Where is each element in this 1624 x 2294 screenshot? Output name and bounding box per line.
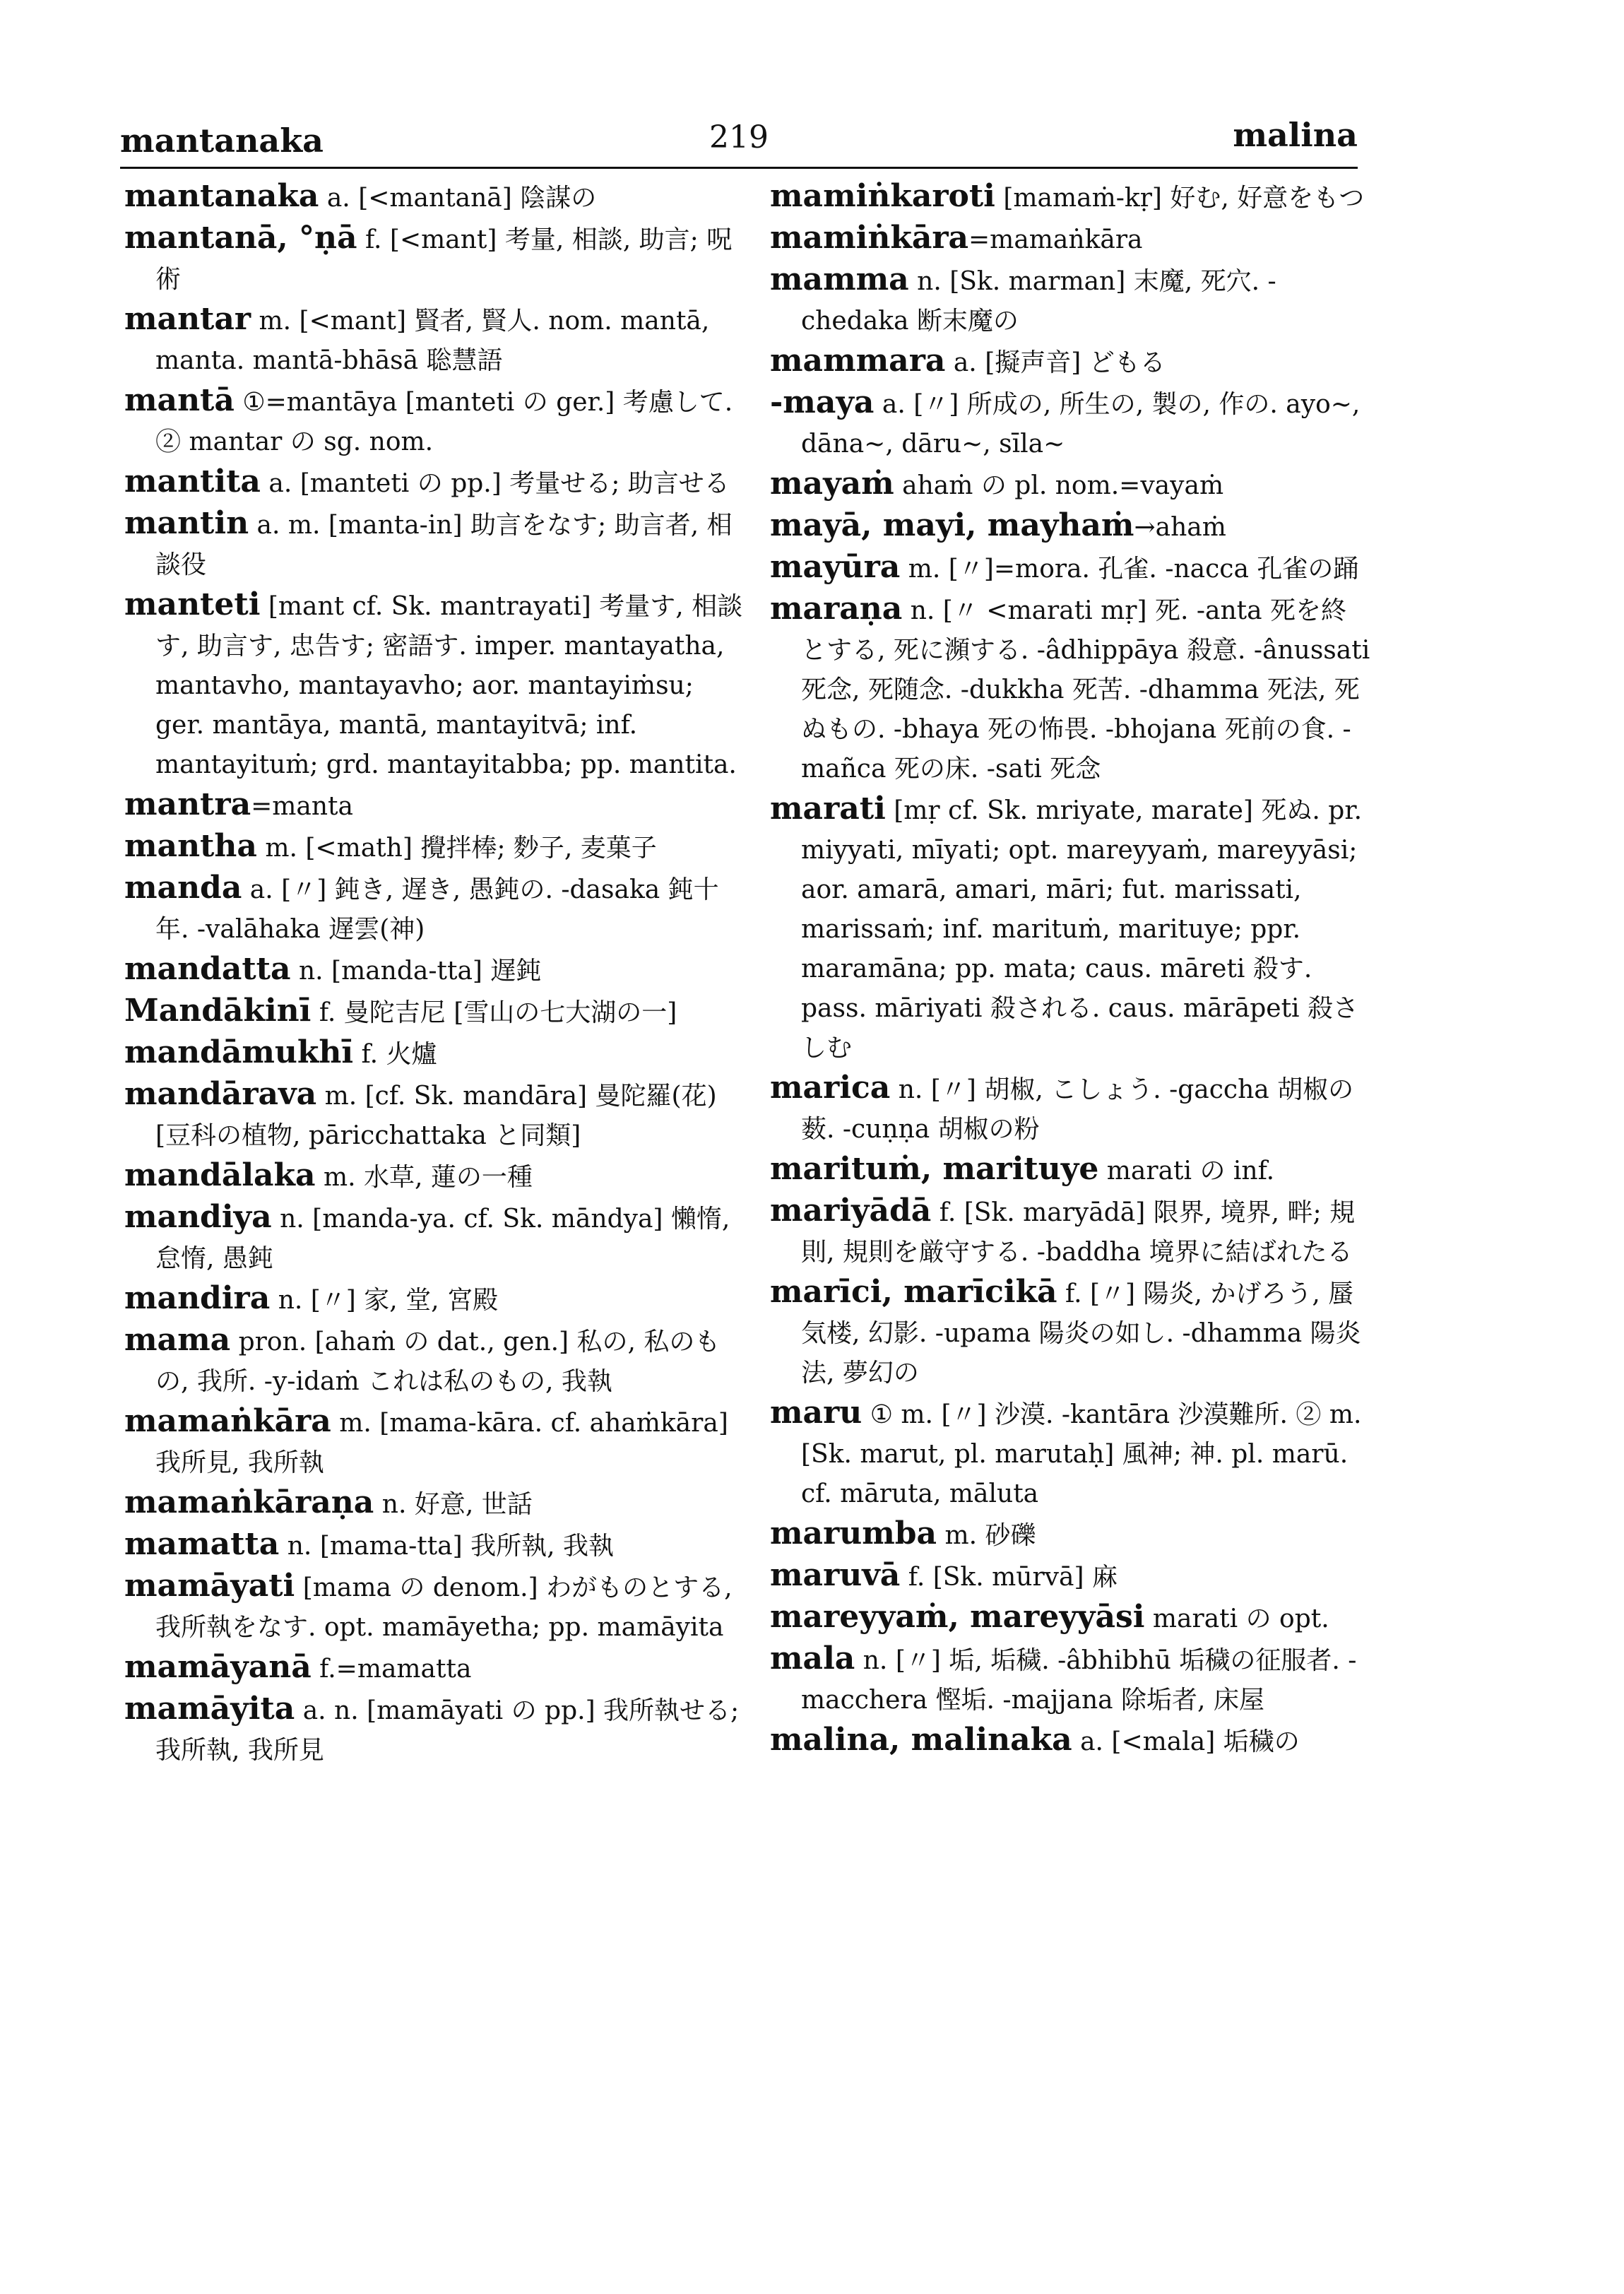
entry-headword: mandatta [124, 951, 291, 987]
entry-headword: mamaṅkāraṇa [124, 1484, 374, 1520]
entry-headword: mamāyita [124, 1691, 295, 1727]
entry-headword: mareyyaṁ, mareyyāsi [770, 1599, 1145, 1635]
entry-headword: maru [770, 1395, 863, 1431]
entry-body: marati の opt. [1152, 1604, 1329, 1633]
entry-headword: Mandākinī [124, 993, 312, 1029]
dictionary-entry [770, 1639, 1370, 1720]
dictionary-entry [124, 585, 746, 785]
entry-body: n. [manda-tta] 遅鈍 [298, 957, 542, 986]
entry-headword: mamiṅkaroti [770, 178, 995, 214]
entry-headword: mandālaka [124, 1157, 316, 1193]
entry-body: n. [Sk. marman] 末魔, 死穴. -chedaka 断末魔の [801, 267, 1276, 336]
page-header [120, 106, 1358, 170]
entry-headword: mantanaka [124, 178, 319, 214]
entry-body: a. n. [mamāyati の pp.] 我所執せる; 我所執, 我所見 [155, 1696, 740, 1765]
dictionary-entry [124, 827, 746, 868]
entry-body: f. [<mant] 考量, 相談, 助言; 呪術 [155, 225, 733, 294]
dictionary-entry [124, 950, 746, 991]
entry-headword: marica [770, 1070, 891, 1106]
entry-headword: mantanā, °ṇā [124, 220, 357, 256]
entry-headword: mandira [124, 1280, 271, 1316]
entry-body: ahaṁ の pl. nom.=vayaṁ [902, 471, 1224, 500]
entry-headword: maruvā [770, 1557, 901, 1593]
dictionary-entry [124, 991, 746, 1033]
entry-body: n. [〃] 胡椒, こしょう. -gaccha 胡椒の薮. -cuṇṇa 胡椒の粉 [801, 1075, 1354, 1144]
entry-body: f. [〃] 陽炎, かげろう, 蜃気楼, 幻影. -upama 陽炎の如し. -dhamma 陽炎法, 夢幻の [801, 1279, 1361, 1388]
entry-headword: mamma [770, 261, 909, 297]
entry-body: ① m. [〃] 沙漠. -kantāra 沙漠難所. ② m. [Sk. marut, pl. marutaḥ] 風神; 神. pl. marū. cf. māruta, māluta [801, 1400, 1362, 1508]
entry-body: [mṛ cf. Sk. mriyate, marate] 死ぬ. pr. miyyati, mīyati; opt. mareyyaṁ, mareyyāsi; aor. amarā, amari, māri; fut. marissati, marissaṁ; inf. marituṁ, marituye; ppr. maramāna; pp. mata; caus. māreti 殺す. pass. māriyati 殺される. caus. mārāpeti 殺さしむ [801, 796, 1363, 1063]
dictionary-entry [770, 1191, 1370, 1272]
entry-body: n. [〃] 家, 堂, 宮殿 [278, 1286, 499, 1315]
entry-body: a. [manteti の pp.] 考量せる; 助言せる [268, 469, 730, 498]
entry-headword: mantra [124, 786, 251, 822]
dictionary-entry [770, 789, 1370, 1068]
dictionary-entry [124, 1689, 746, 1770]
dictionary-entry [124, 504, 746, 585]
dictionary-entry [770, 218, 1370, 260]
entry-headword: maraṇa [770, 591, 903, 627]
entry-headword: mantā [124, 382, 235, 418]
entry-headword: mala [770, 1640, 855, 1677]
dictionary-entry [770, 1068, 1370, 1149]
entry-body: a. [擬声音] どもる [953, 348, 1166, 377]
entry-body: n. [〃] 垢, 垢穢. -âbhibhū 垢穢の征服者. -macchera 慳垢. -majjana 除垢者, 床屋 [801, 1646, 1357, 1715]
entry-headword: mariyādā [770, 1193, 932, 1229]
left-column [124, 177, 746, 1770]
entry-headword: mayaṁ [770, 466, 894, 502]
entry-body: =manta [251, 792, 353, 821]
entry-body: f. 曼陀吉尼 [雪山の七大湖の一] [319, 998, 677, 1027]
entry-body: m. 水草, 蓮の一種 [324, 1163, 533, 1192]
entry-body: n. [〃 <marati mṛ] 死. -anta 死を終とする, 死に瀕する. -âdhippāya 殺意. -ânussati 死念, 死随念. -dukkha 死苦. -dhamma 死法, 死ぬもの. -bhaya 死の怖畏. -bhojana 死前の食. -mañca 死の床. -sati 死念 [801, 596, 1370, 784]
entry-body: n. 好意, 世話 [381, 1490, 533, 1519]
entry-headword: mayā, mayi, mayhaṁ [770, 507, 1134, 543]
entry-headword: marumba [770, 1515, 937, 1551]
dictionary-entry [124, 1198, 746, 1279]
entry-body: m. [cf. Sk. mandāra] 曼陀羅(花) [豆科の植物, pāricchattaka と同類] [155, 1082, 717, 1150]
dictionary-entry [770, 506, 1370, 548]
dictionary-entry [124, 1648, 746, 1689]
dictionary-entry [770, 1556, 1370, 1597]
entry-headword: mantita [124, 463, 261, 499]
dictionary-entry [770, 341, 1370, 383]
entry-headword: -maya [770, 384, 875, 420]
dictionary-entry [770, 383, 1370, 464]
dictionary-entry [124, 1483, 746, 1525]
entry-body: a. [〃] 鈍き, 遅き, 愚鈍の. -dasaka 鈍十年. -valāhaka 遅雲(神) [155, 875, 719, 944]
entry-headword: mamatta [124, 1526, 280, 1562]
entry-headword: mantar [124, 301, 251, 337]
header-left-headword: mantanaka [120, 122, 324, 160]
entry-headword: mama [124, 1322, 231, 1358]
entry-headword: mamāyanā [124, 1649, 312, 1685]
dictionary-entry [770, 548, 1370, 589]
entry-headword: marati [770, 791, 886, 827]
entry-headword: mantha [124, 828, 257, 864]
dictionary-entry [770, 177, 1370, 218]
dictionary-entry [770, 1272, 1370, 1393]
dictionary-entry [124, 1525, 746, 1566]
dictionary-entry [124, 300, 746, 381]
entry-headword: mamaṅkāra [124, 1403, 331, 1439]
entry-headword: mammara [770, 343, 946, 379]
entry-headword: mayūra [770, 549, 901, 585]
dictionary-entry [770, 1149, 1370, 1191]
dictionary-entry [124, 1156, 746, 1198]
entry-headword: marituṁ, marituye [770, 1151, 1099, 1187]
entry-body: marati の inf. [1106, 1157, 1275, 1186]
entry-headword: malina, malinaka [770, 1722, 1072, 1758]
entry-body: f. 火爐 [361, 1040, 437, 1069]
entry-body: [mant cf. Sk. mantrayati] 考量す, 相談す, 助言す, 忠告す; 密語す. imper. mantayatha, mantavho, mantayavho; aor. mantayiṁsu; ger. mantāya, mantā, mantayitvā; inf. mantayituṁ; grd. mantayitabba; pp. mantita. [155, 592, 743, 779]
dictionary-entry [124, 1320, 746, 1402]
dictionary-entry [124, 462, 746, 504]
entry-headword: manteti [124, 586, 261, 622]
dictionary-entry [770, 1514, 1370, 1556]
entry-body: →ahaṁ [1134, 513, 1226, 542]
dictionary-entry [770, 1720, 1370, 1762]
entry-headword: marīci, marīcikā [770, 1274, 1057, 1310]
dictionary-entry [124, 785, 746, 827]
entry-body: ①=mantāya [manteti の ger.] 考慮して. ② mantar の sg. nom. [155, 388, 733, 456]
dictionary-entry [124, 868, 746, 950]
entry-headword: mantin [124, 505, 249, 541]
dictionary-entry [770, 589, 1370, 789]
dictionary-entry [124, 1566, 746, 1648]
entry-body: m. [〃]=mora. 孔雀. -nacca 孔雀の踊 [908, 555, 1359, 584]
dictionary-entry [770, 1393, 1370, 1514]
entry-body: a. [<mantanā] 陰謀の [326, 184, 597, 213]
entry-body: pron. [ahaṁ の dat., gen.] 私の, 私のもの, 我所. -y-idaṁ これは私のもの, 我執 [155, 1328, 721, 1396]
dictionary-entry [770, 464, 1370, 506]
entry-body: m. [<mant] 賢者, 賢人. nom. mantā, manta. mantā-bhāsā 聡慧語 [155, 307, 710, 375]
page-number: 219 [709, 119, 769, 155]
entry-body: n. [mama-tta] 我所執, 我執 [287, 1532, 615, 1561]
dictionary-entry [124, 218, 746, 300]
entry-body: m. [mama-kāra. cf. ahaṁkāra] 我所見, 我所執 [155, 1409, 728, 1477]
dictionary-entry [770, 260, 1370, 341]
entry-headword: mamāyati [124, 1568, 295, 1604]
dictionary-entry [124, 1279, 746, 1320]
entry-body: [mamaṁ-kṛ] 好む, 好意をもつ [1003, 184, 1365, 213]
entry-body: m. [<math] 攪拌棒; 麨子, 麦菓子 [265, 834, 657, 863]
header-rule [120, 167, 1358, 169]
entry-body: [mama の denom.] わがものとする, 我所執をなす. opt. mamāyetha; pp. mamāyita [155, 1573, 733, 1642]
entry-body: a. [〃] 所成の, 所生の, 製の, 作の. ayo~, dāna~, dāru~, sīla~ [801, 390, 1361, 459]
header-right-headword: malina [1233, 116, 1358, 154]
entry-headword: mamiṅkāra [770, 220, 969, 256]
entry-headword: manda [124, 870, 242, 906]
dictionary-entry [124, 1075, 746, 1156]
dictionary-entry [124, 177, 746, 218]
right-column [770, 177, 1370, 1762]
entry-body: a. m. [manta-in] 助言をなす; 助言者, 相談役 [155, 511, 733, 579]
entry-body: f. [Sk. mūrvā] 麻 [908, 1563, 1118, 1592]
dictionary-entry [770, 1597, 1370, 1639]
entry-body: =mamaṅkāra [968, 225, 1143, 254]
dictionary-entry [124, 1402, 746, 1483]
entry-body: n. [manda-ya. cf. Sk. māndya] 懶惰, 怠惰, 愚鈍 [155, 1205, 730, 1273]
entry-body: m. 砂礫 [944, 1521, 1036, 1550]
entry-headword: mandiya [124, 1199, 272, 1235]
entry-body: a. [<mala] 垢穢の [1080, 1727, 1300, 1756]
entry-body: f. [Sk. maryādā] 限界, 境界, 畔; 規則, 規則を厳守する. -baddha 境界に結ばれたる [801, 1198, 1356, 1267]
entry-headword: mandārava [124, 1076, 317, 1112]
dictionary-entry [124, 381, 746, 462]
entry-headword: mandāmukhī [124, 1034, 354, 1070]
entry-body: f.=mamatta [319, 1655, 472, 1684]
dictionary-entry [124, 1033, 746, 1075]
